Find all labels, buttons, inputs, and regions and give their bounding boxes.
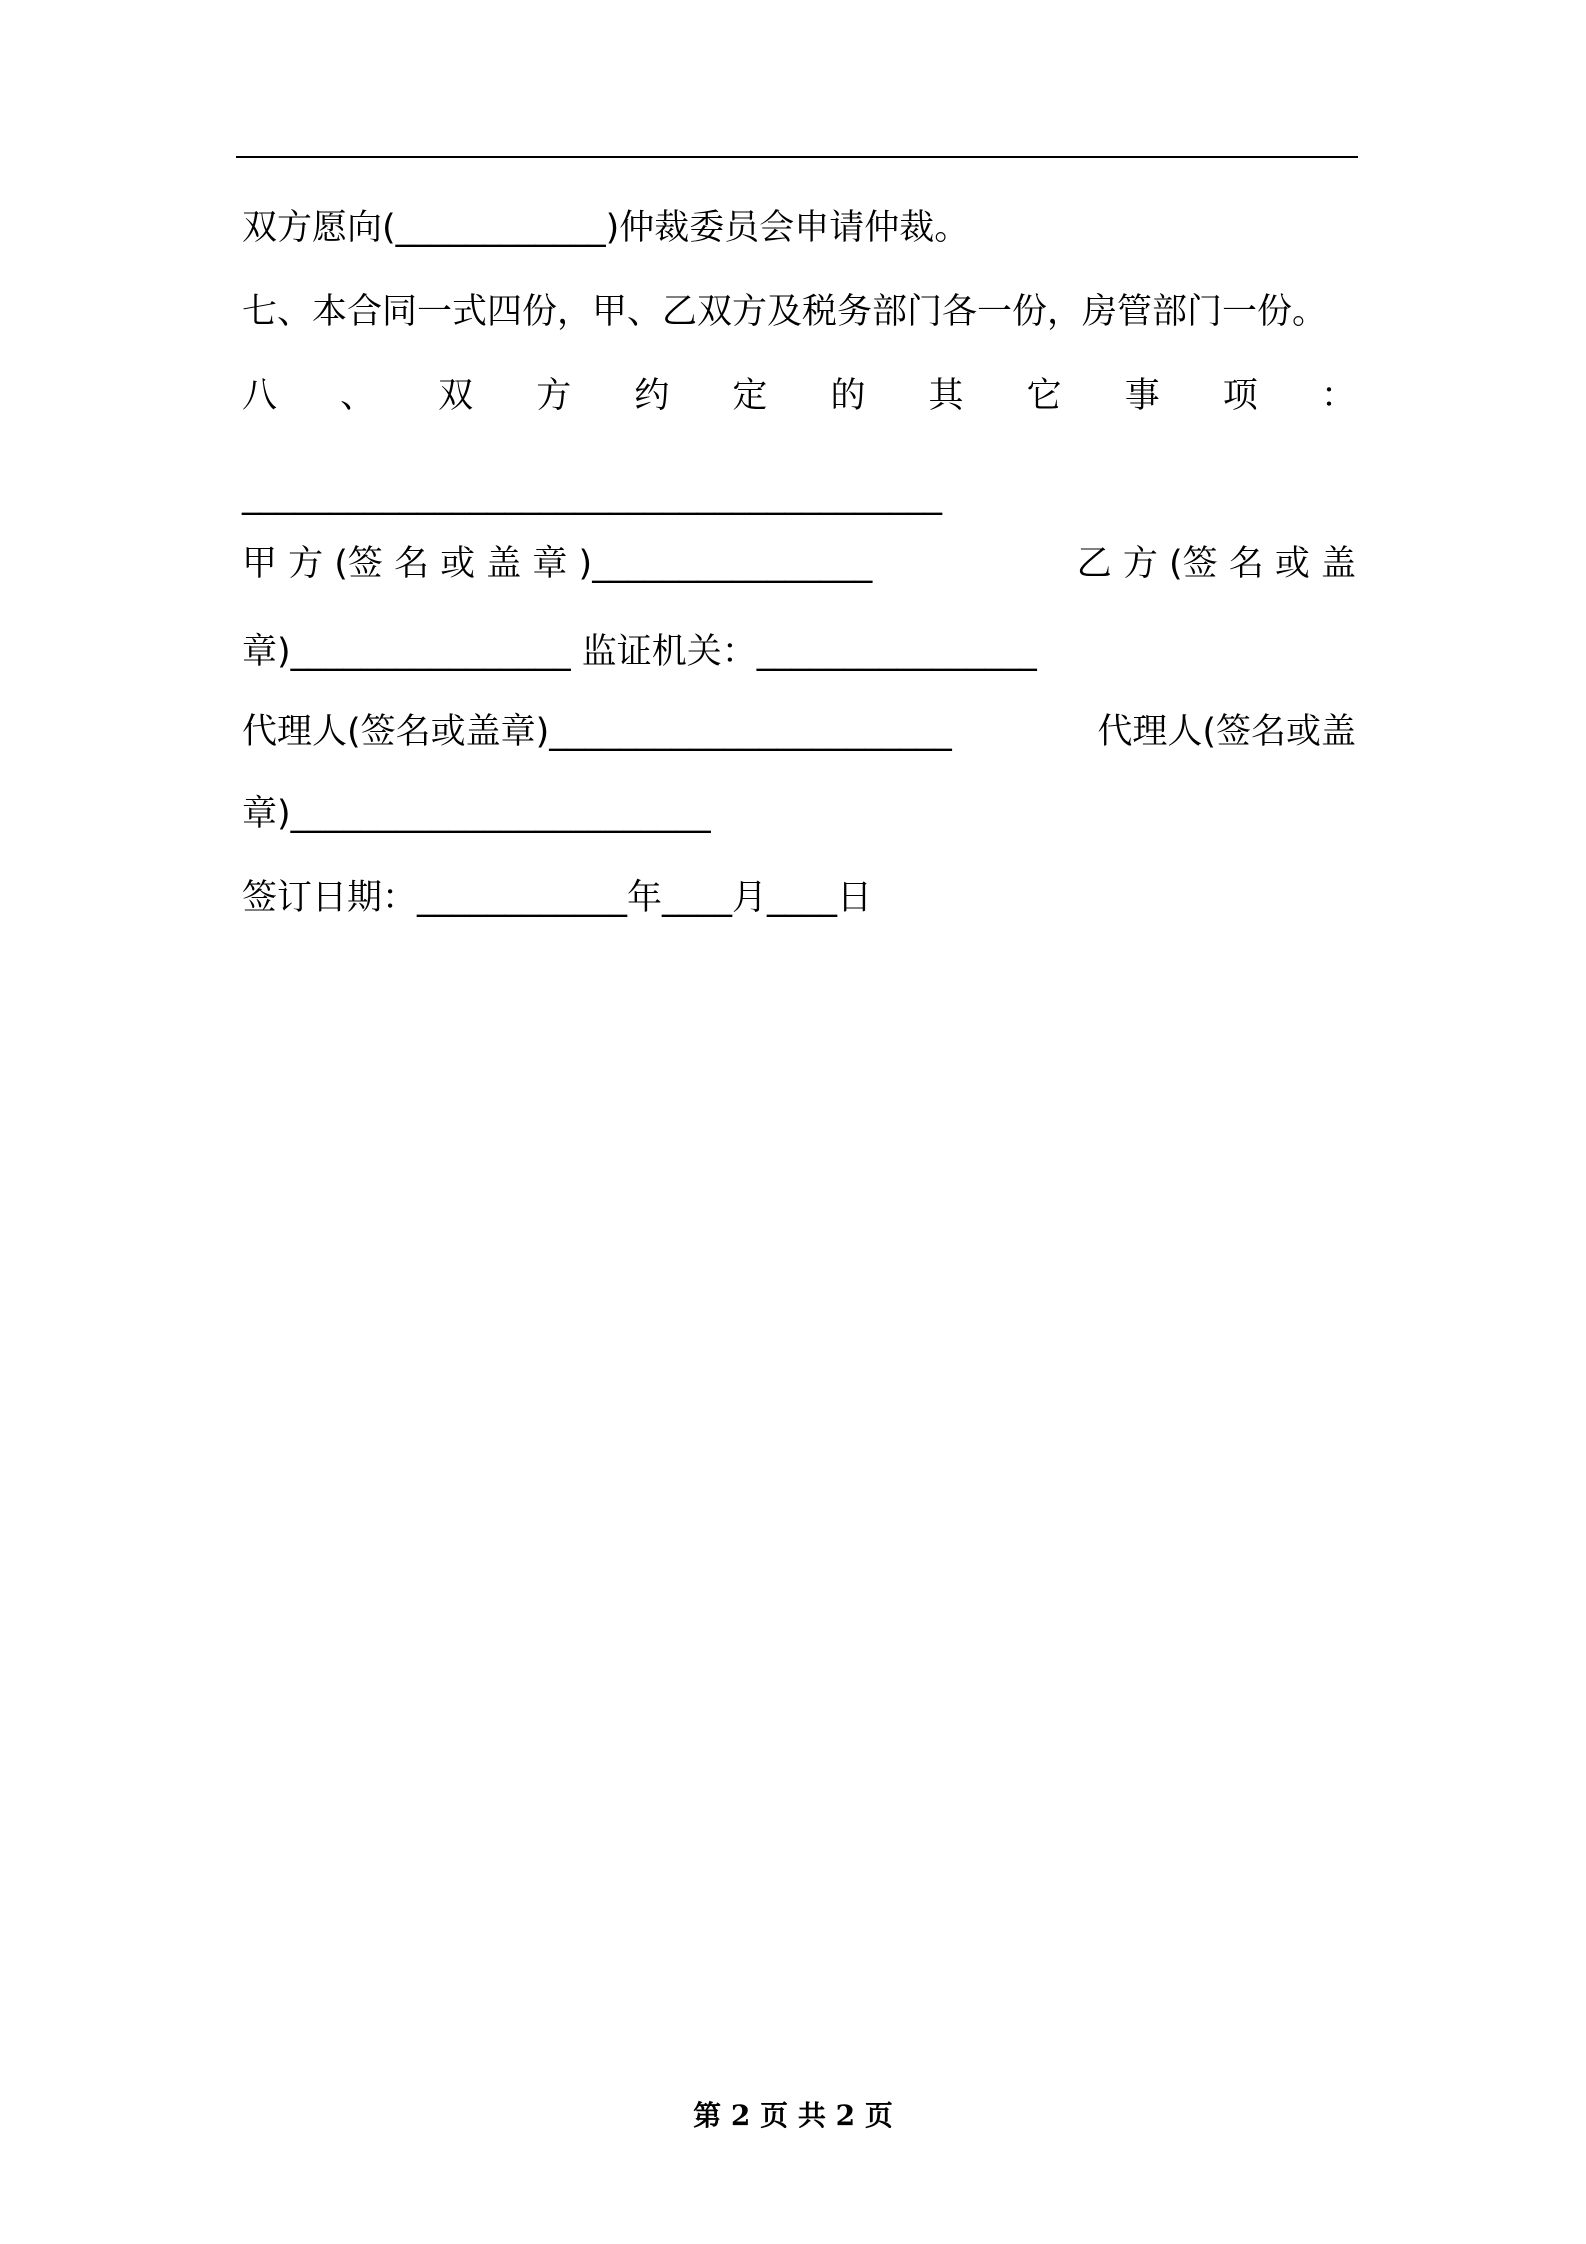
agent-b-signature: 代理人(签名或盖 [1097,712,1356,752]
party-b-signature-cont: 章)________________ 监证机关：________________ [242,632,1037,672]
clause-eight-char: 的 [830,376,866,416]
header-divider [236,156,1358,158]
clause-eight-char: 约 [634,376,670,416]
party-b-signature: 乙 方 (签 名 或 盖 [1076,544,1356,584]
clause-eight-char: 事 [1124,376,1160,416]
clause-eight-char: 八 [242,376,278,416]
clause-eight-char: 定 [732,376,768,416]
clause-eight-char: 项 [1222,376,1258,416]
clause-seven: 七、本合同一式四份，甲、乙双方及税务部门各一份，房管部门一份。 [242,292,1328,332]
clause-eight-char: 方 [536,376,572,416]
clause-eight-char: 其 [928,376,964,416]
agent-b-signature-cont: 章)________________________ [242,794,711,834]
signature-row-parties [242,542,1356,586]
signing-date: 签订日期：____________年____月____日 [242,878,873,918]
clause-eight-char: 双 [438,376,474,416]
other-matters-blank: ________________________________________ [242,476,942,516]
clause-eight-char: ： [1320,376,1356,416]
clause-eight-char: 、 [340,376,376,416]
arbitration-clause: 双方愿向(____________)仲裁委员会申请仲裁。 [242,208,970,248]
party-a-signature: 甲 方 (签 名 或 盖 章 )________________ [242,544,873,584]
clause-eight-heading [242,374,1356,418]
signature-row-agents [242,710,1356,754]
clause-eight-char: 它 [1026,376,1062,416]
agent-a-signature: 代理人(签名或盖章)_______________________ [242,712,952,752]
page-number: 第 2 页 共 2 页 [693,2099,893,2132]
